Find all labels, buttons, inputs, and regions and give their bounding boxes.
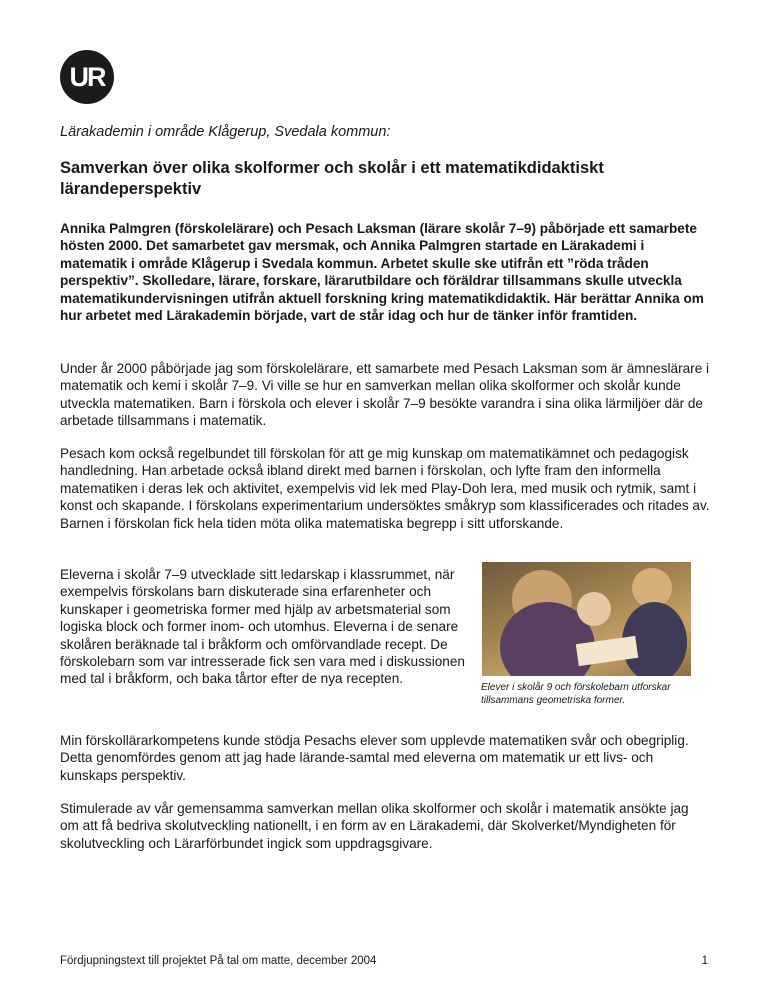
photo-caption: Elever i skolår 9 och förskolebarn utforskar tillsammans geometriska former. [481, 682, 671, 706]
classroom-photo [482, 562, 691, 676]
footer-text: Fördjupningstext till projektet På tal om matte, december 2004 [60, 955, 377, 967]
body-paragraph-2: Pesach kom också regelbundet till förskolan för att ge mig kunskap om matematikämnet och pedagogisk handledning. Han arbetade också ibland direkt med barnen i förskolan, och lyfte fram den informella matematiken i deras lek och aktivitet, exempelvis vid lek med Play-Doh lera, med musik och rytmik, samt i konst och skapande. I förskolans experimentarium undersöktes småkryp som klassificerades och ritades av. Barnen i förskolan fick hela tiden möta olika matematiska begrepp i sitt utforskande. [60, 446, 710, 531]
lead-paragraph: Annika Palmgren (förskolelärare) och Pesach Laksman (lärare skolår 7–9) påbörjade ett samarbete hösten 2000. Det samarbetet gav mersmak, och Annika Palmgren startade en Lärakademi i matematik i område Klågerup i Svedala kommun. Arbetet skulle ske utifrån ett ”röda tråden perspektiv”. Skolledare, lärare, forskare, lärarutbildare och föräldrar tillsammans skulle utveckla matematikundervisningen utifrån aktuell forskning kring matematikdidaktik. Här berättar Annika om hur arbetet med Lärakademin började, vart de står idag och hur de tänker inför framtiden. [60, 221, 704, 324]
page-number: 1 [701, 955, 708, 967]
body-paragraph-4: Min förskollärarkompetens kunde stödja Pesachs elever som upplevde matematiken svår och obegriplig. Detta genomfördes genom att jag hade lärande-samtal med eleverna om matematik ur ett livs- och kunskaps perspektiv. [60, 733, 689, 783]
ur-logo [60, 50, 114, 104]
logo-text: UR [69, 61, 105, 92]
body-paragraph-1: Under år 2000 påbörjade jag som förskolelärare, ett samarbete med Pesach Laksman som är ämneslärare i matematik och kemi i skolår 7–9. Vi ville se hur en samverkan mellan olika skolformer och skolår kunde utveckla matematiken. Barn i förskola och elever i skolår 7–9 besökte varandra i sina olika lärmiljöer där de arbetade tillsammans i matematik. [60, 361, 710, 429]
kicker: Lärakademin i område Klågerup, Svedala kommun: [60, 124, 391, 140]
page-title: Samverkan över olika skolformer och skolår i ett matematikdidaktiskt lärandeperspektiv [60, 159, 604, 198]
body-paragraph-5: Stimulerade av vår gemensamma samverkan mellan olika skolformer och skolår i matematik ansökte jag om att få bedriva skolutveckling nationellt, i en form av en Lärakademi, där Skolverket/Myndigheten för skolutveckling och Lärarförbundet ingick som uppdragsgivare. [60, 801, 689, 851]
body-paragraph-3: Eleverna i skolår 7–9 utvecklade sitt ledarskap i klassrummet, när exempelvis förskolans barn diskuterade sina erfarenheter och kunskaper i geometriska former med hjälp av arbetsmaterial som logiska block och former inom- och utomhus. Eleverna i de senare skolåren beräknade tal i bråkform och omförvandlade recept. De förskolebarn som var intresserade fick sen vara med i diskussionen med tal i bråkform, och baka tårtor efter de nya recepten. [60, 567, 465, 687]
